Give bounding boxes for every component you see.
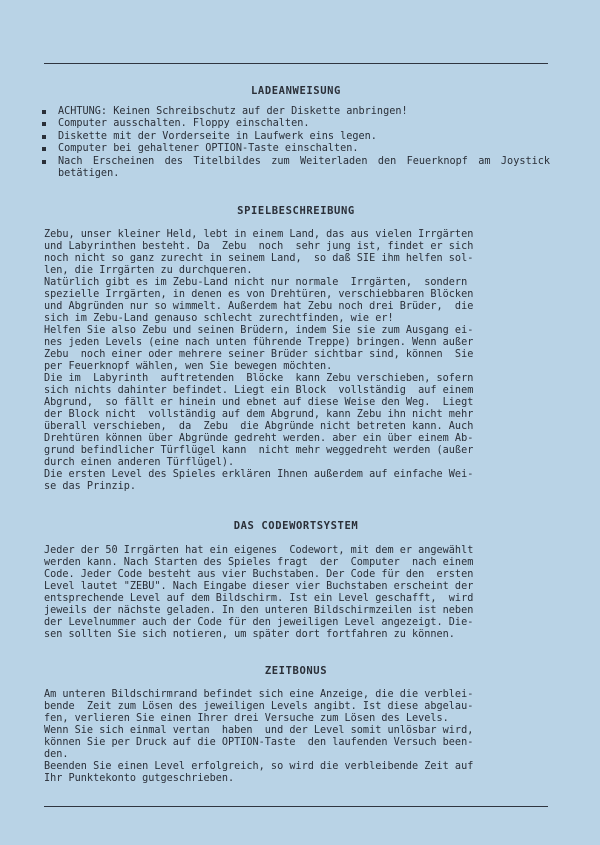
text-line: Level lautet "ZEBU". Nach Eingabe dieser vier Buchstaben erscheint der bbox=[44, 581, 474, 592]
text-line: überall verschieben, da Zebu die Abgründe nicht betreten kann. Auch bbox=[44, 421, 474, 432]
loading-instructions-list bbox=[38, 106, 550, 180]
text-line: sich nichts dahinter befindet. Liegt ein Block vollständig auf einem bbox=[44, 385, 474, 396]
bullet-icon bbox=[42, 135, 46, 139]
text-line: Abgrund, so fällt er hinein und ebnet auf diese Weise den Weg. Liegt bbox=[44, 397, 474, 408]
text-line: Wenn Sie sich einmal vertan haben und der Level somit unlösbar wird, bbox=[44, 725, 474, 736]
text-line: len, die Irrgärten zu durchqueren. bbox=[44, 265, 253, 276]
bottom-divider bbox=[44, 806, 548, 807]
text-line: spezielle Irrgärten, in denen es von Drehtüren, verschiebbaren Blöcken bbox=[44, 289, 474, 300]
codeword-system-body bbox=[44, 545, 548, 641]
heading-ladeanweisung: LADEANWEISUNG bbox=[251, 85, 341, 97]
heading-codewortsystem: DAS CODEWORTSYSTEM bbox=[233, 520, 359, 532]
game-description-body bbox=[44, 229, 548, 493]
text-line: Zebu noch einer oder mehrere seiner Brüder sichtbar sind, können Sie bbox=[44, 349, 474, 360]
text-line: Die im Labyrinth auftretenden Blöcke kann Zebu verschieben, sofern bbox=[44, 373, 474, 384]
bullet-icon bbox=[42, 122, 46, 126]
text-line: entsprechende Level auf dem Bildschirm. Ist ein Level geschafft, wird bbox=[44, 593, 474, 604]
list-item: Diskette mit der Vorderseite in Laufwerk eins legen. bbox=[38, 131, 550, 143]
text-line: und Labyrinthen besteht. Da Zebu noch sehr jung ist, findet er sich bbox=[44, 241, 474, 252]
text-line: der Block nicht vollständig auf dem Abgrund, kann Zebu ihn nicht mehr bbox=[44, 409, 474, 420]
text-line: se das Prinzip. bbox=[44, 481, 137, 492]
text-line: Die ersten Level des Spieles erklären Ihnen außerdem auf einfache Wei- bbox=[44, 469, 474, 480]
heading-zeitbonus: ZEITBONUS bbox=[264, 665, 328, 677]
text-line: Helfen Sie also Zebu und seinen Brüdern, indem Sie sie zum Ausgang ei- bbox=[44, 325, 474, 336]
text-line: sich im Zebu-Land genauso schlecht zurechtfinden, wie er! bbox=[44, 313, 394, 324]
bullet-icon bbox=[42, 110, 46, 114]
text-line: Am unteren Bildschirmrand befindet sich eine Anzeige, die die verblei- bbox=[44, 689, 474, 700]
bullet-icon bbox=[42, 147, 46, 151]
text-line: werden kann. Nach Starten des Spieles fragt der Computer nach einem bbox=[44, 557, 474, 568]
text-line: jeweils der nächste geladen. In den unteren Bildschirmzeilen ist neben bbox=[44, 605, 474, 616]
text-line: grund befindlicher Türflügel kann nicht mehr weggedreht werden (außer bbox=[44, 445, 474, 456]
list-item: Nach Erscheinen des Titelbildes zum Weiterladen den Feuerknopf am Joystick betätigen. bbox=[38, 156, 550, 181]
bullet-icon bbox=[42, 160, 46, 164]
heading-spielbeschreibung: SPIELBESCHREIBUNG bbox=[237, 205, 355, 217]
text-line: sen sollten Sie sich notieren, um später dort fortfahren zu können. bbox=[44, 629, 455, 640]
text-line: Drehtüren können über Abgründe gedreht werden. aber ein über einem Ab- bbox=[44, 433, 474, 444]
text-line: Jeder der 50 Irrgärten hat ein eigenes Codewort, mit dem er angewählt bbox=[44, 545, 474, 556]
text-line: den. bbox=[44, 749, 69, 760]
list-item: Computer ausschalten. Floppy einschalten. bbox=[38, 118, 550, 130]
text-line: per Feuerknopf wählen, wen Sie bewegen möchten. bbox=[44, 361, 333, 372]
text-line: Natürlich gibt es im Zebu-Land nicht nur normale Irrgärten, sondern bbox=[44, 277, 468, 288]
time-bonus-body bbox=[44, 689, 548, 785]
text-line: durch einen anderen Türflügel). bbox=[44, 457, 235, 468]
text-line: können Sie per Druck auf die OPTION-Taste den laufenden Versuch been- bbox=[44, 737, 474, 748]
text-line: Beenden Sie einen Level erfolgreich, so wird die verbleibende Zeit auf bbox=[44, 761, 474, 772]
text-line: der Levelnummer auch der Code für den jeweiligen Level angezeigt. Die- bbox=[44, 617, 474, 628]
text-line: nes jeden Levels (eine nach unten führende Treppe) bringen. Wenn außer bbox=[44, 337, 474, 348]
text-line: bende Zeit zum Lösen des jeweiligen Levels angibt. Ist diese abgelau- bbox=[44, 701, 474, 712]
list-item: ACHTUNG: Keinen Schreibschutz auf der Diskette anbringen! bbox=[38, 106, 550, 118]
text-line: noch nicht so ganz zurecht in seinem Land, so daß SIE ihm helfen sol- bbox=[44, 253, 474, 264]
text-line: Code. Jeder Code besteht aus vier Buchstaben. Der Code für den ersten bbox=[44, 569, 474, 580]
text-line: und Abgründen nur so wimmelt. Außerdem hat Zebu noch drei Brüder, die bbox=[44, 301, 474, 312]
list-item: Computer bei gehaltener OPTION-Taste einschalten. bbox=[38, 143, 550, 155]
text-line: fen, verlieren Sie einen Ihrer drei Versuche zum Lösen des Levels. bbox=[44, 713, 449, 724]
text-line: Ihr Punktekonto gutgeschrieben. bbox=[44, 773, 235, 784]
top-divider bbox=[44, 63, 548, 64]
text-line: Zebu, unser kleiner Held, lebt in einem Land, das aus vielen Irrgärten bbox=[44, 229, 474, 240]
